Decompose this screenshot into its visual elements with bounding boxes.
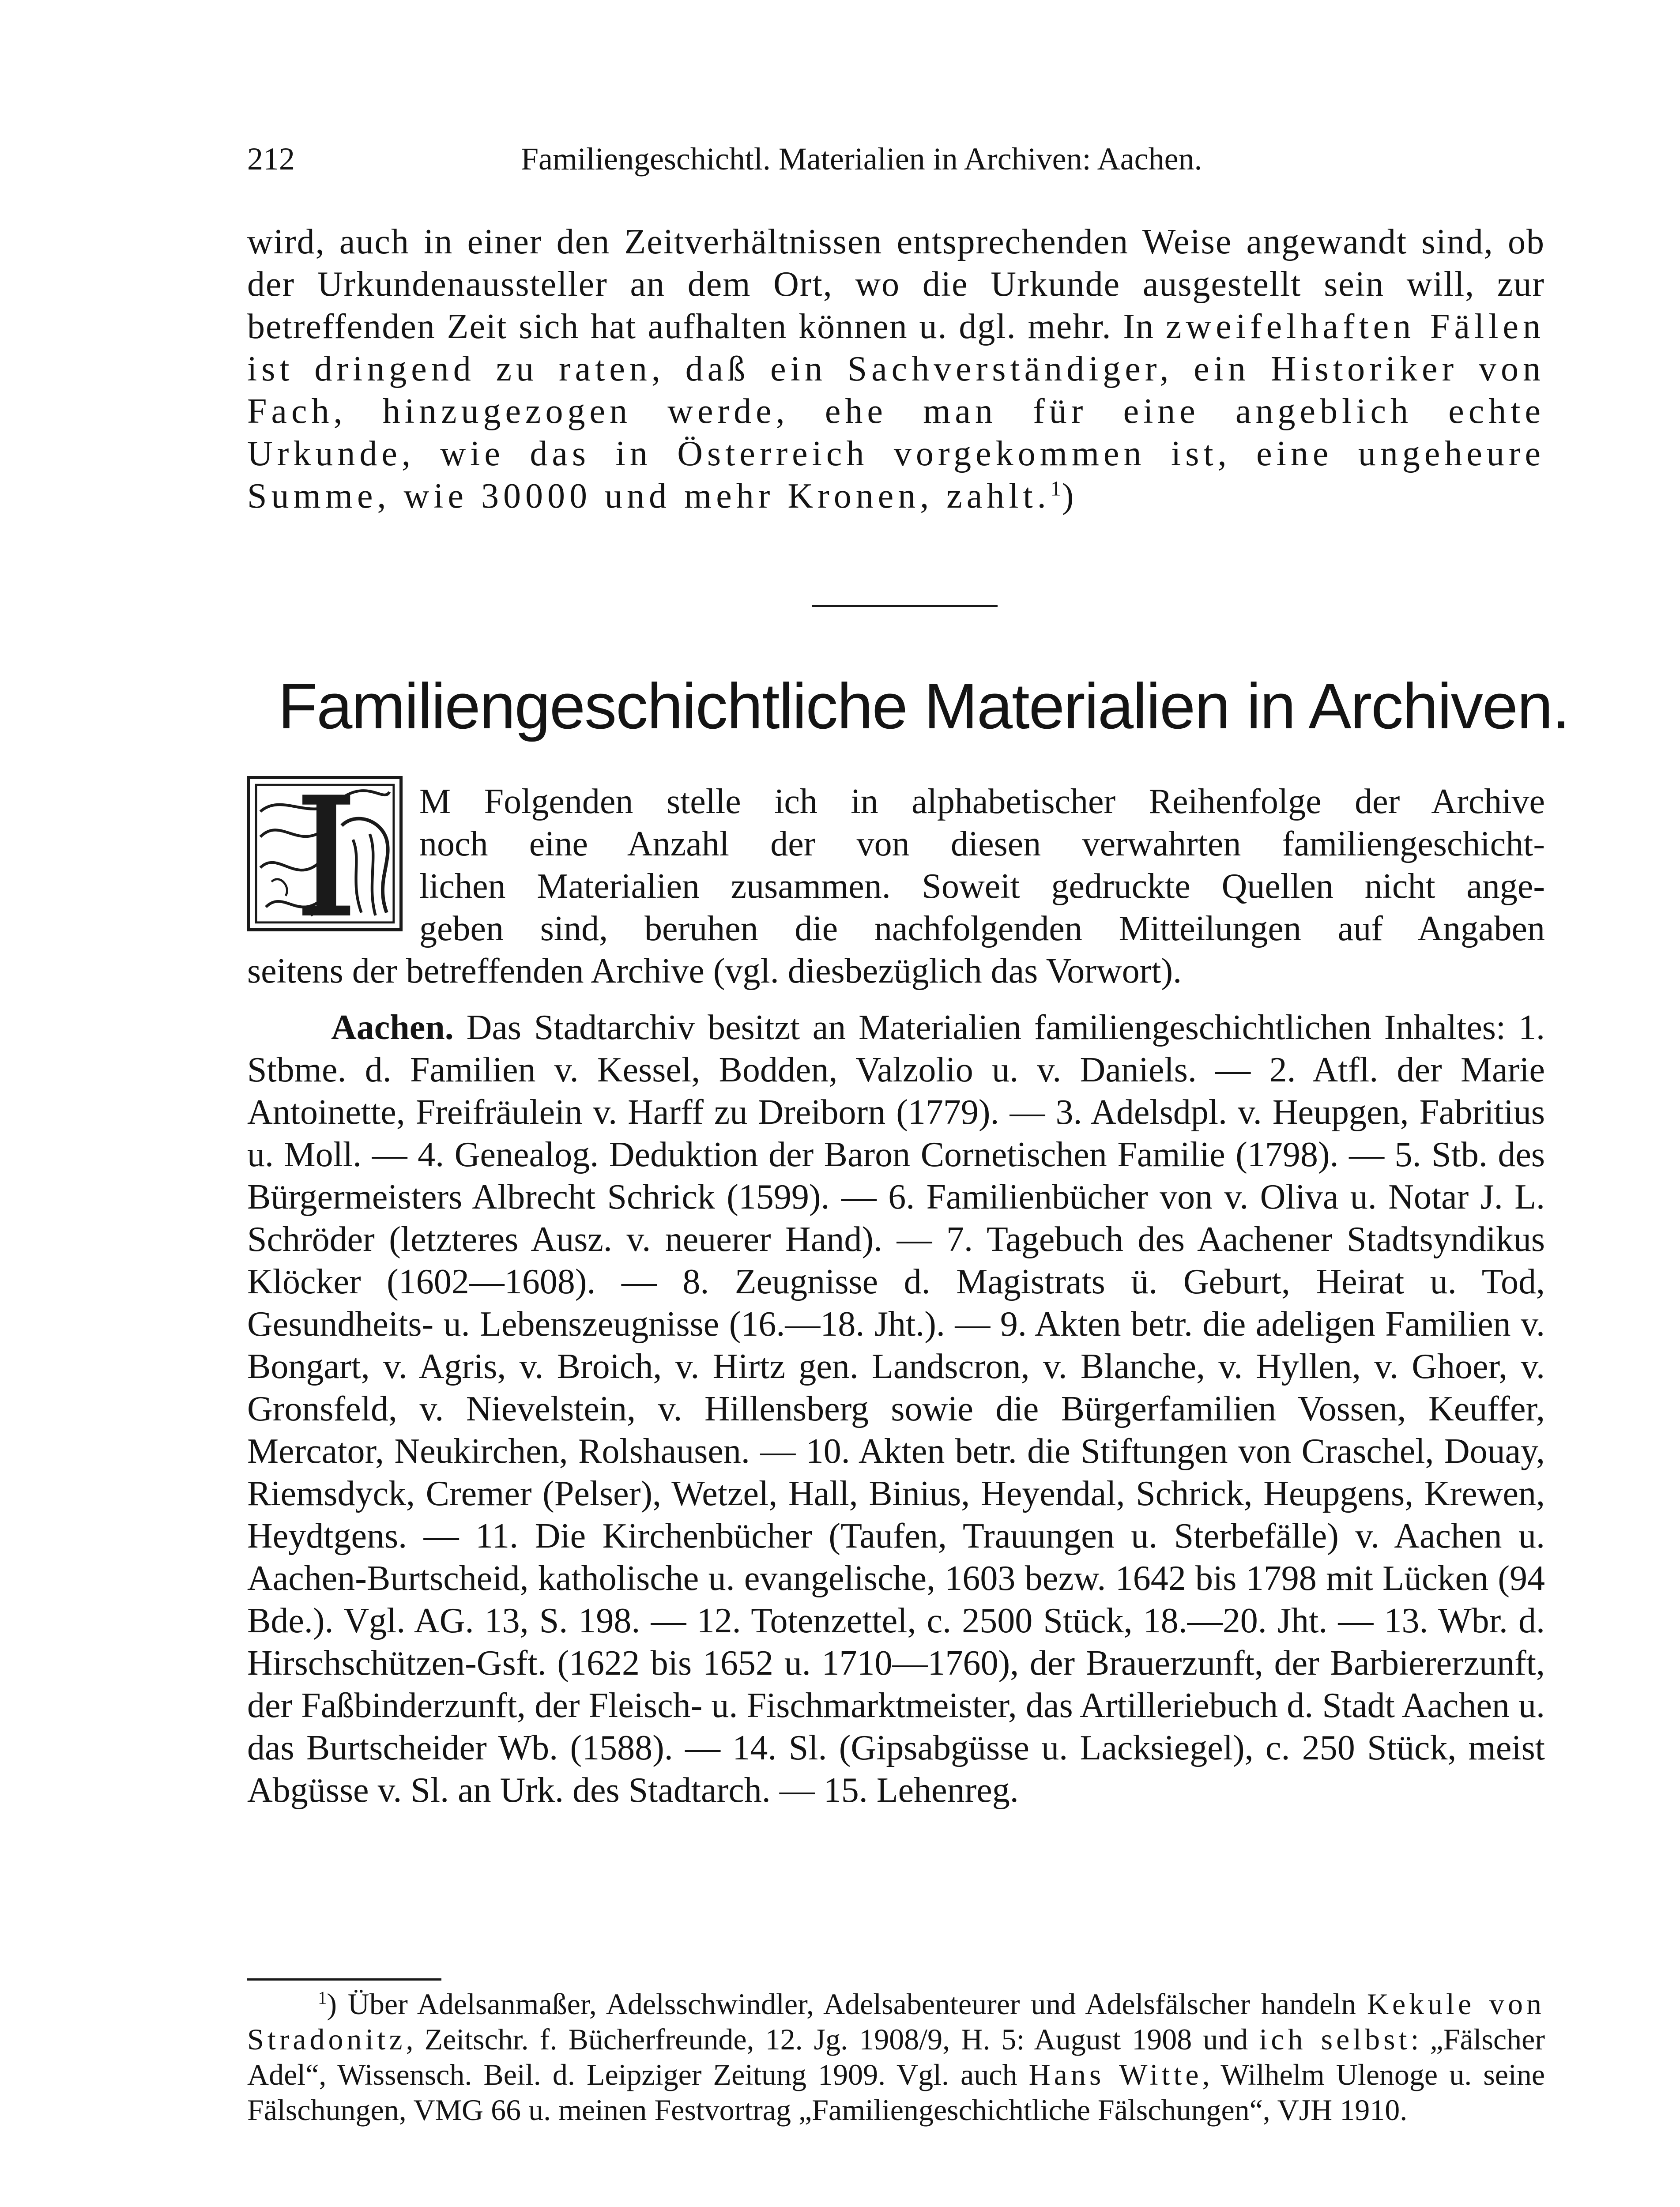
running-title: Familiengeschichtl. Materialien in Archiven: Aachen.: [521, 141, 1202, 177]
opening-line: geben sind, beruhen die nachfolgenden Mitteilungen auf Angaben: [419, 909, 1545, 948]
section-separator-rule: [812, 605, 998, 607]
page-number: 212: [247, 141, 295, 177]
intro-paragraph: [247, 221, 1545, 517]
footnote-text: , Wilhelm Ulenoge u. seine Fälschungen, VMG 66 u. meinen Festvortrag „Familiengeschichtliche Fälschungen“, VJH 1910.: [247, 2058, 1545, 2127]
opening-line: lichen Materialien zusammen. Soweit gedruckte Quellen nicht ange-: [419, 867, 1545, 906]
opening-continuation-text: seitens der betreffenden Archive (vgl. diesbezüglich das Vorwort).: [247, 952, 1182, 991]
footnote-author-name: Kekule von Stradonitz: [247, 1987, 1545, 2056]
footnote-rule: [247, 1978, 441, 1981]
footnote-author-name: ich selbst: [1259, 2022, 1411, 2056]
footnote-text: , Zeitschr. f. Bücherfreunde, 12. Jg. 1908/9, H. 5: August 1908 und: [406, 2022, 1248, 2056]
ornamental-initial-i-icon: [255, 783, 395, 924]
running-header: [247, 132, 1307, 185]
footnote-text: ) Über Adelsanmaßer, Adelsschwindler, Adelsabenteurer und Adelsfälscher handeln: [327, 1987, 1356, 2021]
intro-text: wird, auch in einer den Zeitverhältnissen entsprechenden Weise angewandt sind, ob der Urkundenaussteller an dem Ort, wo die Urkunde ausgestellt sein will, zur betreffenden Zeit sich hat aufhalten können u. dgl. mehr. In: [247, 222, 1545, 346]
intro-closing: ): [1062, 477, 1075, 516]
opening-line: M Folgenden stelle ich in alphabetischer Reihenfolge der Archive: [419, 782, 1545, 821]
footnote-text: : „Fälscher Adel“, Wissensch. Beil. d. Leipziger Zeitung 1909. Vgl. auch: [247, 2022, 1545, 2091]
footnote: [247, 1986, 1545, 2128]
aachen-entry: [247, 1006, 1545, 1812]
section-title: Familiengeschichtliche Materialien in Archiven.: [278, 670, 1569, 742]
section-opening-lines: [419, 780, 1545, 950]
ornamental-initial: [247, 776, 403, 931]
opening-line: noch eine Anzahl der von diesen verwahrten familiengeschicht-: [419, 825, 1545, 863]
section-opening-continuation: [247, 950, 1545, 992]
aachen-entry-text: Das Stadtarchiv besitzt an Materialien familiengeschichtlichen Inhaltes: 1. Stbme. d. Familien v. Kessel, Bodden, Valzolio u. v. Daniels. — 2. Atfl. der Marie Antoinette, Freifräulein v. Harff zu Dreiborn (1779). — 3. Adelsdpl. v. Heupgen, Fabritius u. Moll. — 4. Genealog. Deduktion der Baron Cornetischen Familie (1798). — 5. Stb. des Bürgermeisters Albrecht Schrick (1599). — 6. Familienbücher von v. Oliva u. Notar J. L. Schröder (letzteres Ausz. v. neuerer Hand). — 7. Tagebuch des Aachener Stadtsyndikus Klöcker (1602—1608). — 8. Zeugnisse d. Magistrats ü. Geburt, Heirat u. Tod, Gesundheits- u. Lebenszeugnisse (16.—18. Jht.). — 9. Akten betr. die adeligen Familien v. Bongart, v. Agris, v. Broich, v. Hirtz gen. Landscron, v. Blanche, v. Hyllen, v. Ghoer, v. Gronsfeld, v. Nievelstein, v. Hillensberg sowie die Bürgerfamilien Vossen, Keuffer, Mercator, Neukirchen, Rolshausen. — 10. Akten betr. die Stiftungen von Craschel, Douay, Riemsdyck, Cremer (Pelser), Wetzel, Hall, Binius, Heyendal, Schrick, Heupgens, Krewen, Heydtgens. — 11. Die Kirchenbücher (Taufen, Trauungen u. Sterbefälle) v. Aachen u. Aachen-Burtscheid, katholische u. evangelische, 1603 bezw. 1642 bis 1798 mit Lücken (94 Bde.). Vgl. AG. 13, S. 198. — 12. Totenzettel, c. 2500 Stück, 18.—20. Jht. — 13. Wbr. d. Hirschschützen-Gsft. (1622 bis 1652 u. 1710—1760), der Brauerzunft, der Barbiererzunft, der Faßbinderzunft, der Fleisch- u. Fischmarktmeister, das Artilleriebuch d. Stadt Aachen u. das Burtscheider Wb. (1588). — 14. Sl. (Gipsabgüsse u. Lacksiegel), c. 250 Stück, meist Abgüsse v. Sl. an Urk. des Stadtarch. — 15. Lehenreg.: [247, 1008, 1545, 1810]
archive-heading-aachen: Aachen.: [331, 1008, 454, 1047]
footnote-author-name: Hans Witte: [1028, 2058, 1202, 2091]
footnote-reference: 1: [1050, 477, 1062, 501]
intro-text-spaced: zweifelhaften Fällen ist dringend zu raten, daß ein Sachverständiger, ein Historiker von Fach, hinzugezogen werde, ehe man für eine angeblich echte Urkunde, wie das in Österreich vorgekommen ist, eine ungeheure Summe, wie 30000 und mehr Kronen, zahlt.: [247, 307, 1545, 516]
footnote-marker: 1: [318, 1988, 327, 2008]
